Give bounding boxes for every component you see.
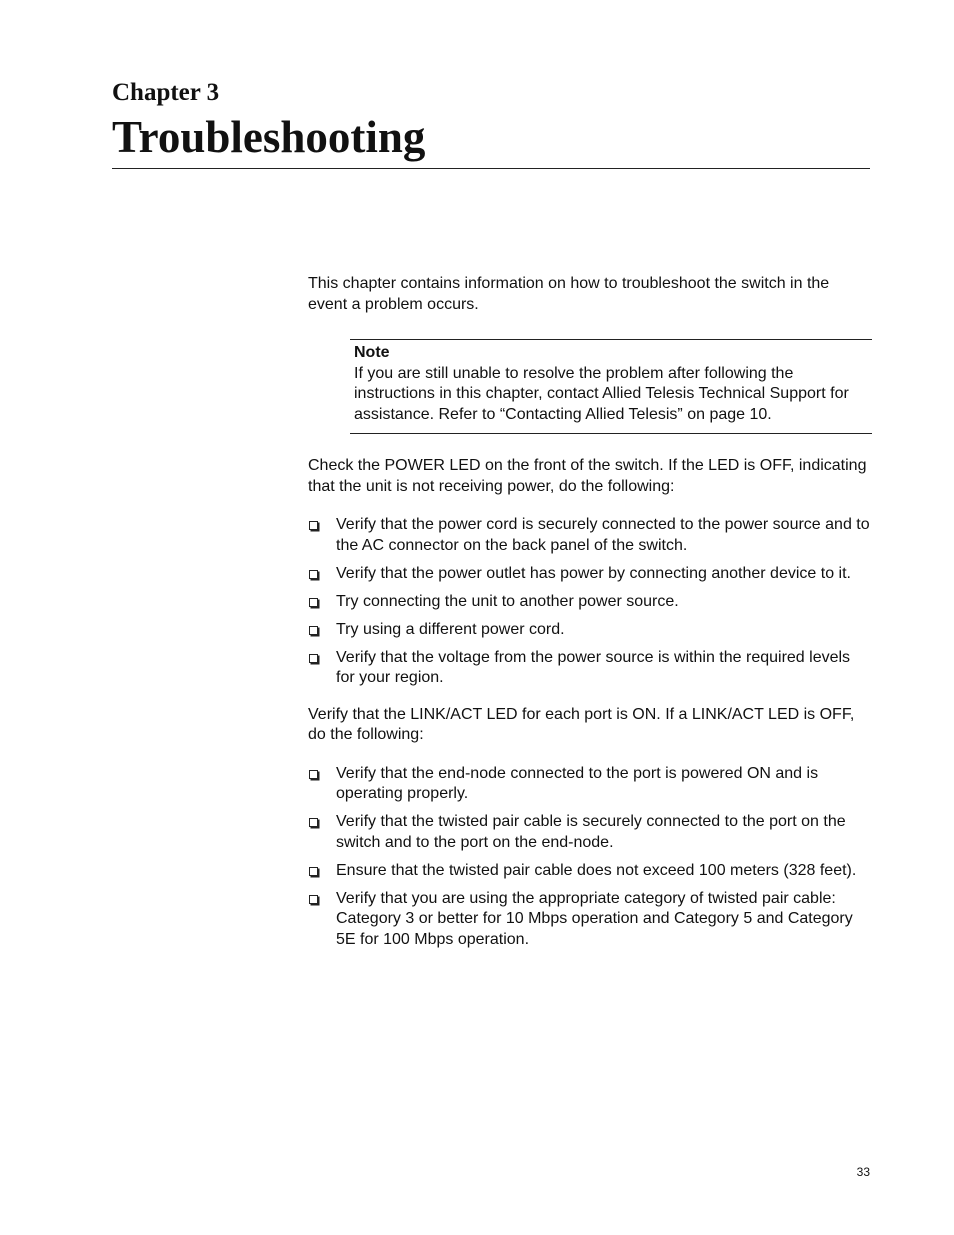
list-item-text: Verify that the power cord is securely connected to the power source and to the AC connector on the back panel of the switch. bbox=[336, 516, 870, 554]
list-item-text: Ensure that the twisted pair cable does not exceed 100 meters (328 feet). bbox=[336, 861, 857, 879]
note-box bbox=[350, 339, 872, 434]
list-item-text: Verify that the voltage from the power source is within the required levels for your region. bbox=[336, 648, 851, 686]
note-heading: Note bbox=[354, 344, 390, 361]
title-divider bbox=[112, 168, 870, 169]
list-item-text: Verify that you are using the appropriate category of twisted pair cable: Category 3 or better for 10 Mbps operation and Category 5 and Category 5E for 100 Mbps operation. bbox=[336, 889, 853, 948]
square-bullet-icon bbox=[309, 895, 318, 904]
square-bullet-icon bbox=[309, 521, 318, 530]
note-text: If you are still unable to resolve the problem after following the instructions in this chapter, contact Allied Telesis Technical Support for assistance. Refer to “Contacting Allied Telesis” on page 10. bbox=[354, 364, 849, 423]
square-bullet-icon bbox=[309, 867, 318, 876]
list-item bbox=[308, 861, 872, 882]
list-item bbox=[308, 564, 872, 585]
power-led-paragraph: Check the POWER LED on the front of the switch. If the LED is OFF, indicating that the unit is not receiving power, do the following: bbox=[308, 457, 867, 495]
square-bullet-icon bbox=[309, 570, 318, 579]
body-column bbox=[308, 274, 872, 966]
list-item bbox=[308, 812, 872, 853]
list-item bbox=[308, 889, 872, 951]
list-item-text: Verify that the end-node connected to the port is powered ON and is operating properly. bbox=[336, 764, 819, 802]
square-bullet-icon bbox=[309, 654, 318, 663]
chapter-label: Chapter 3 bbox=[112, 79, 220, 106]
page-title: Troubleshooting bbox=[112, 112, 426, 162]
page-number: 33 bbox=[856, 1165, 870, 1179]
square-bullet-icon bbox=[309, 818, 318, 827]
list-item bbox=[308, 764, 872, 805]
list-item-text: Try connecting the unit to another power source. bbox=[336, 592, 679, 610]
list-item bbox=[308, 592, 872, 613]
list-item-text: Try using a different power cord. bbox=[336, 620, 565, 638]
list-item bbox=[308, 515, 872, 556]
list-item-text: Verify that the power outlet has power by connecting another device to it. bbox=[336, 564, 851, 582]
list-item bbox=[308, 620, 872, 641]
power-checklist bbox=[308, 515, 872, 689]
square-bullet-icon bbox=[309, 598, 318, 607]
square-bullet-icon bbox=[309, 770, 318, 779]
square-bullet-icon bbox=[309, 626, 318, 635]
list-item-text: Verify that the twisted pair cable is securely connected to the port on the switch and to the port on the end-node. bbox=[336, 813, 846, 851]
intro-paragraph: This chapter contains information on how to troubleshoot the switch in the event a problem occurs. bbox=[308, 275, 830, 313]
link-checklist bbox=[308, 764, 872, 951]
list-item bbox=[308, 648, 872, 689]
link-led-paragraph: Verify that the LINK/ACT LED for each port is ON. If a LINK/ACT LED is OFF, do the following: bbox=[308, 705, 855, 743]
